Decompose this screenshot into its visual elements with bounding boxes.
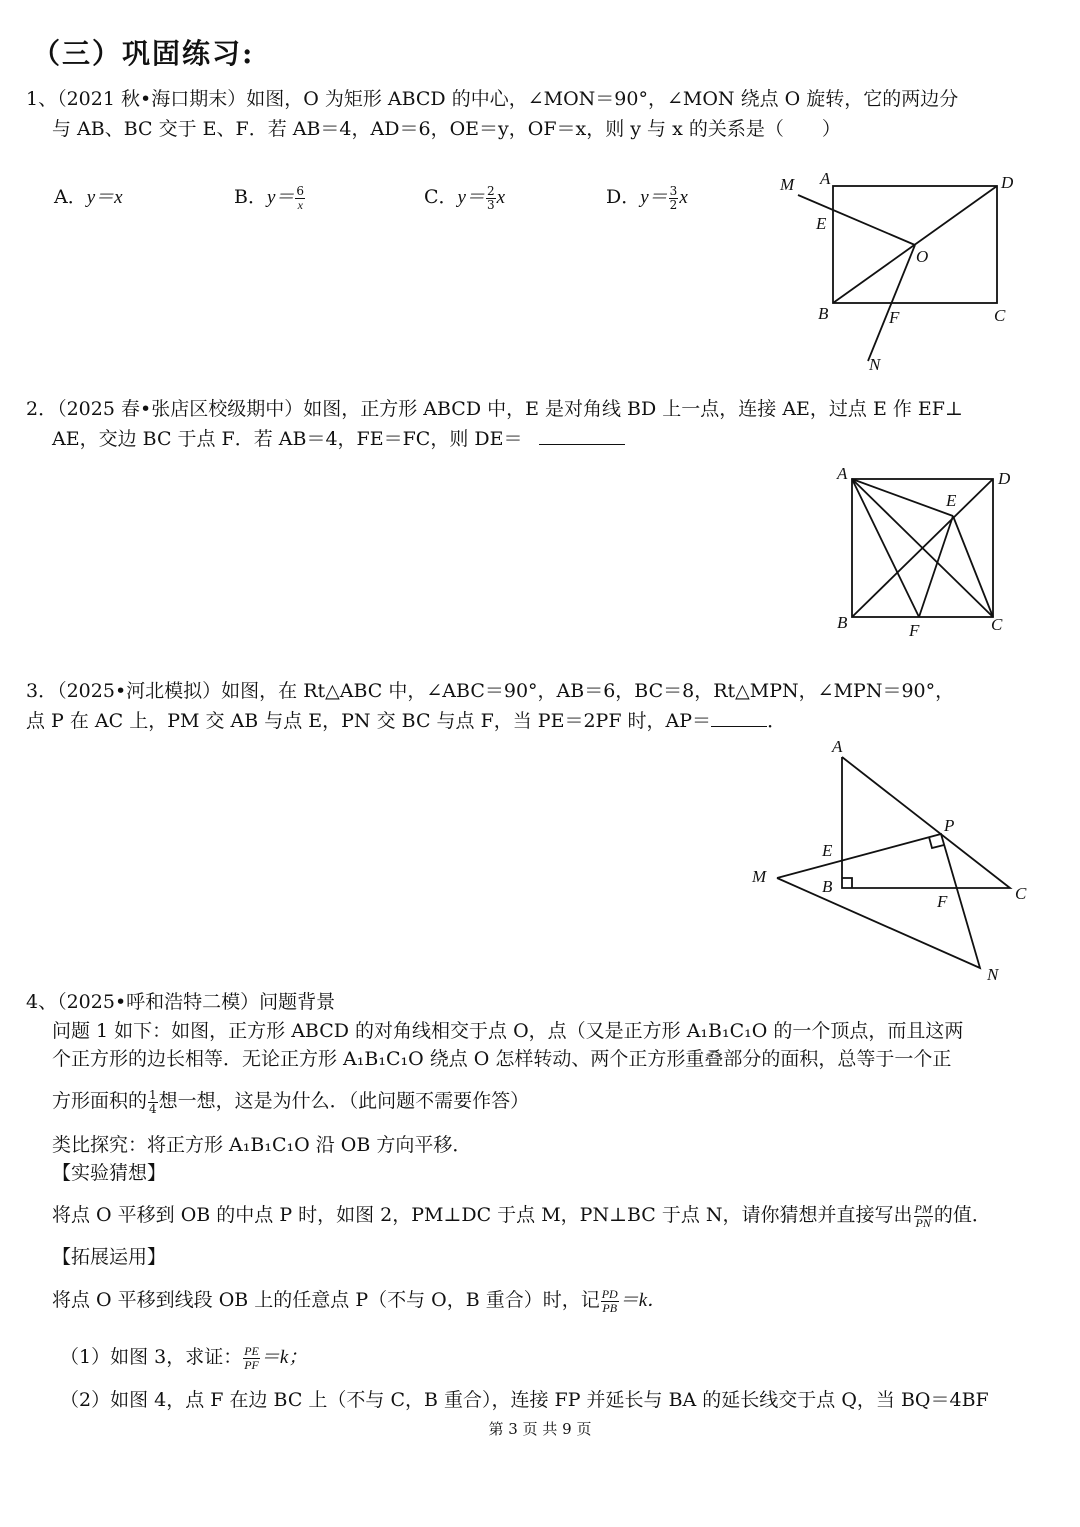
q3-source: （2025•河北模拟） bbox=[57, 680, 222, 702]
label-d: D bbox=[1001, 173, 1014, 192]
label-n: N bbox=[987, 965, 999, 984]
q4-extension-text: 将点 O 平移到线段 OB 上的任意点 P（不与 O，B 重合）时，记 $\frac{PD}{PB}$ ＝k． bbox=[52, 1286, 667, 1315]
q4-heading: 问题背景 bbox=[259, 991, 336, 1013]
q2-text-2: AE，交边 BC 于点 F．若 AB＝4，FE＝FC，则 DE＝ bbox=[52, 428, 523, 450]
label-d: D bbox=[998, 469, 1011, 488]
q1-option-c: C．y＝ $\frac{2}{3}$ x bbox=[424, 183, 506, 212]
q4-p1-line2: 个正方形的边长相等．无论正方形 A₁B₁C₁O 绕点 O 怎样转动、两个正方形重叠部分的面积，总等于一个正 bbox=[52, 1048, 952, 1070]
q3-number: 3． bbox=[26, 680, 58, 702]
q4-experiment-heading: 【实验猜想】 bbox=[52, 1162, 167, 1184]
q1-number: 1、 bbox=[26, 88, 58, 110]
label-m: M bbox=[752, 867, 767, 886]
q2-line1 bbox=[26, 394, 963, 424]
q4-source: （2025•呼和浩特二模） bbox=[57, 991, 260, 1013]
label-n: N bbox=[869, 355, 881, 374]
label-a: A bbox=[820, 169, 831, 188]
label-f: F bbox=[909, 621, 920, 640]
q3-figure bbox=[745, 735, 1045, 990]
page-footer: 第 3 页 共 9 页 bbox=[488, 1420, 592, 1438]
segment-ef bbox=[919, 516, 953, 617]
q1-line1 bbox=[26, 84, 958, 114]
triangle-abc bbox=[842, 757, 1010, 888]
label-a: A bbox=[832, 737, 843, 756]
q4-number: 4、 bbox=[26, 991, 58, 1013]
label-e: E bbox=[822, 841, 833, 860]
label-c: C bbox=[991, 615, 1003, 634]
triangle-mpn bbox=[777, 834, 980, 968]
right-angle-b bbox=[842, 878, 852, 888]
label-m: M bbox=[780, 175, 795, 194]
segment-ec bbox=[953, 516, 993, 617]
q3-text-1: 如图，在 Rt△ABC 中，∠ABC＝90°，AB＝6，BC＝8，Rt△MPN，∠MPN＝90°， bbox=[221, 680, 955, 702]
q2-text-1: 如图，正方形 ABCD 中，E 是对角线 BD 上一点，连接 AE，过点 E 作 EF⊥ bbox=[303, 398, 963, 420]
q1-option-a: A．y＝x bbox=[54, 186, 123, 208]
label-b: B bbox=[822, 877, 833, 896]
label-b: B bbox=[818, 304, 829, 323]
q4-header bbox=[26, 987, 335, 1017]
q2-source: （2025 春•张店区校级期中） bbox=[57, 398, 304, 420]
q4-extension-heading: 【拓展运用】 bbox=[52, 1246, 167, 1268]
q3-line2: 点 P 在 AC 上，PM 交 AB 与点 E，PN 交 BC 与点 F，当 PE＝2PF 时，AP＝ ． bbox=[26, 710, 787, 732]
q4-p1-line3: 方形面积的 $\frac{1}{4}$ 想一想，这是为什么．（此问题不需要作答） bbox=[52, 1087, 530, 1116]
q2-line2 bbox=[52, 424, 625, 454]
section-title: （三）巩固练习: bbox=[32, 37, 255, 70]
q4-sub1: （1）如图 3，求证： $\frac{PE}{PF}$ ＝k； bbox=[60, 1343, 308, 1372]
label-c: C bbox=[994, 306, 1006, 325]
label-b: B bbox=[837, 613, 848, 632]
q2-number: 2． bbox=[26, 398, 58, 420]
q3-line1 bbox=[26, 676, 954, 706]
q1-option-d: D．y＝ $\frac{3}{2}$ x bbox=[606, 183, 688, 212]
q4-p1-line1: 问题 1 如下：如图，正方形 ABCD 的对角线相交于点 O，点（又是正方形 A₁B₁C₁O 的一个顶点，而且这两 bbox=[52, 1020, 964, 1042]
q2-figure bbox=[825, 460, 1025, 645]
label-e: E bbox=[946, 491, 957, 510]
label-f: F bbox=[889, 308, 900, 327]
q2-answer-blank bbox=[539, 426, 625, 445]
q1-figure bbox=[770, 165, 1050, 380]
q4-analogy: 类比探究：将正方形 A₁B₁C₁O 沿 OB 方向平移． bbox=[52, 1134, 472, 1156]
q4-experiment-text: 将点 O 平移到 OB 的中点 P 时，如图 2，PM⊥DC 于点 M，PN⊥BC 于点 N，请你猜想并直接写出 $\frac{PM}{PN}$ 的值． bbox=[52, 1201, 991, 1230]
q1-option-b: B．y＝ $\frac{6}{x}$ bbox=[234, 183, 305, 212]
q4-sub2: （2）如图 4，点 F 在边 BC 上（不与 C，B 重合），连接 FP 并延长与 BA 的延长线交于点 Q，当 BQ＝4BF bbox=[60, 1389, 989, 1411]
label-e: E bbox=[816, 214, 827, 233]
label-f: F bbox=[937, 892, 948, 911]
q3-answer-blank bbox=[711, 708, 767, 727]
label-a: A bbox=[837, 464, 848, 483]
label-c: C bbox=[1015, 884, 1027, 903]
q1-text-2: 与 AB、BC 交于 E、F．若 AB＝4，AD＝6，OE＝y，OF＝x，则 y 与 x 的关系是（ ） bbox=[52, 118, 841, 140]
label-o: O bbox=[916, 247, 929, 266]
q1-source: （2021 秋•海口期末） bbox=[57, 88, 247, 110]
q3-text-2: 点 P 在 AC 上，PM 交 AB 与点 E，PN 交 BC 与点 F，当 PE＝2PF 时，AP＝ bbox=[26, 710, 712, 732]
q1-text-1: 如图，O 为矩形 ABCD 的中心，∠MON＝90°，∠MON 绕点 O 旋转，它的两边分 bbox=[246, 88, 959, 110]
label-p: P bbox=[944, 816, 955, 835]
